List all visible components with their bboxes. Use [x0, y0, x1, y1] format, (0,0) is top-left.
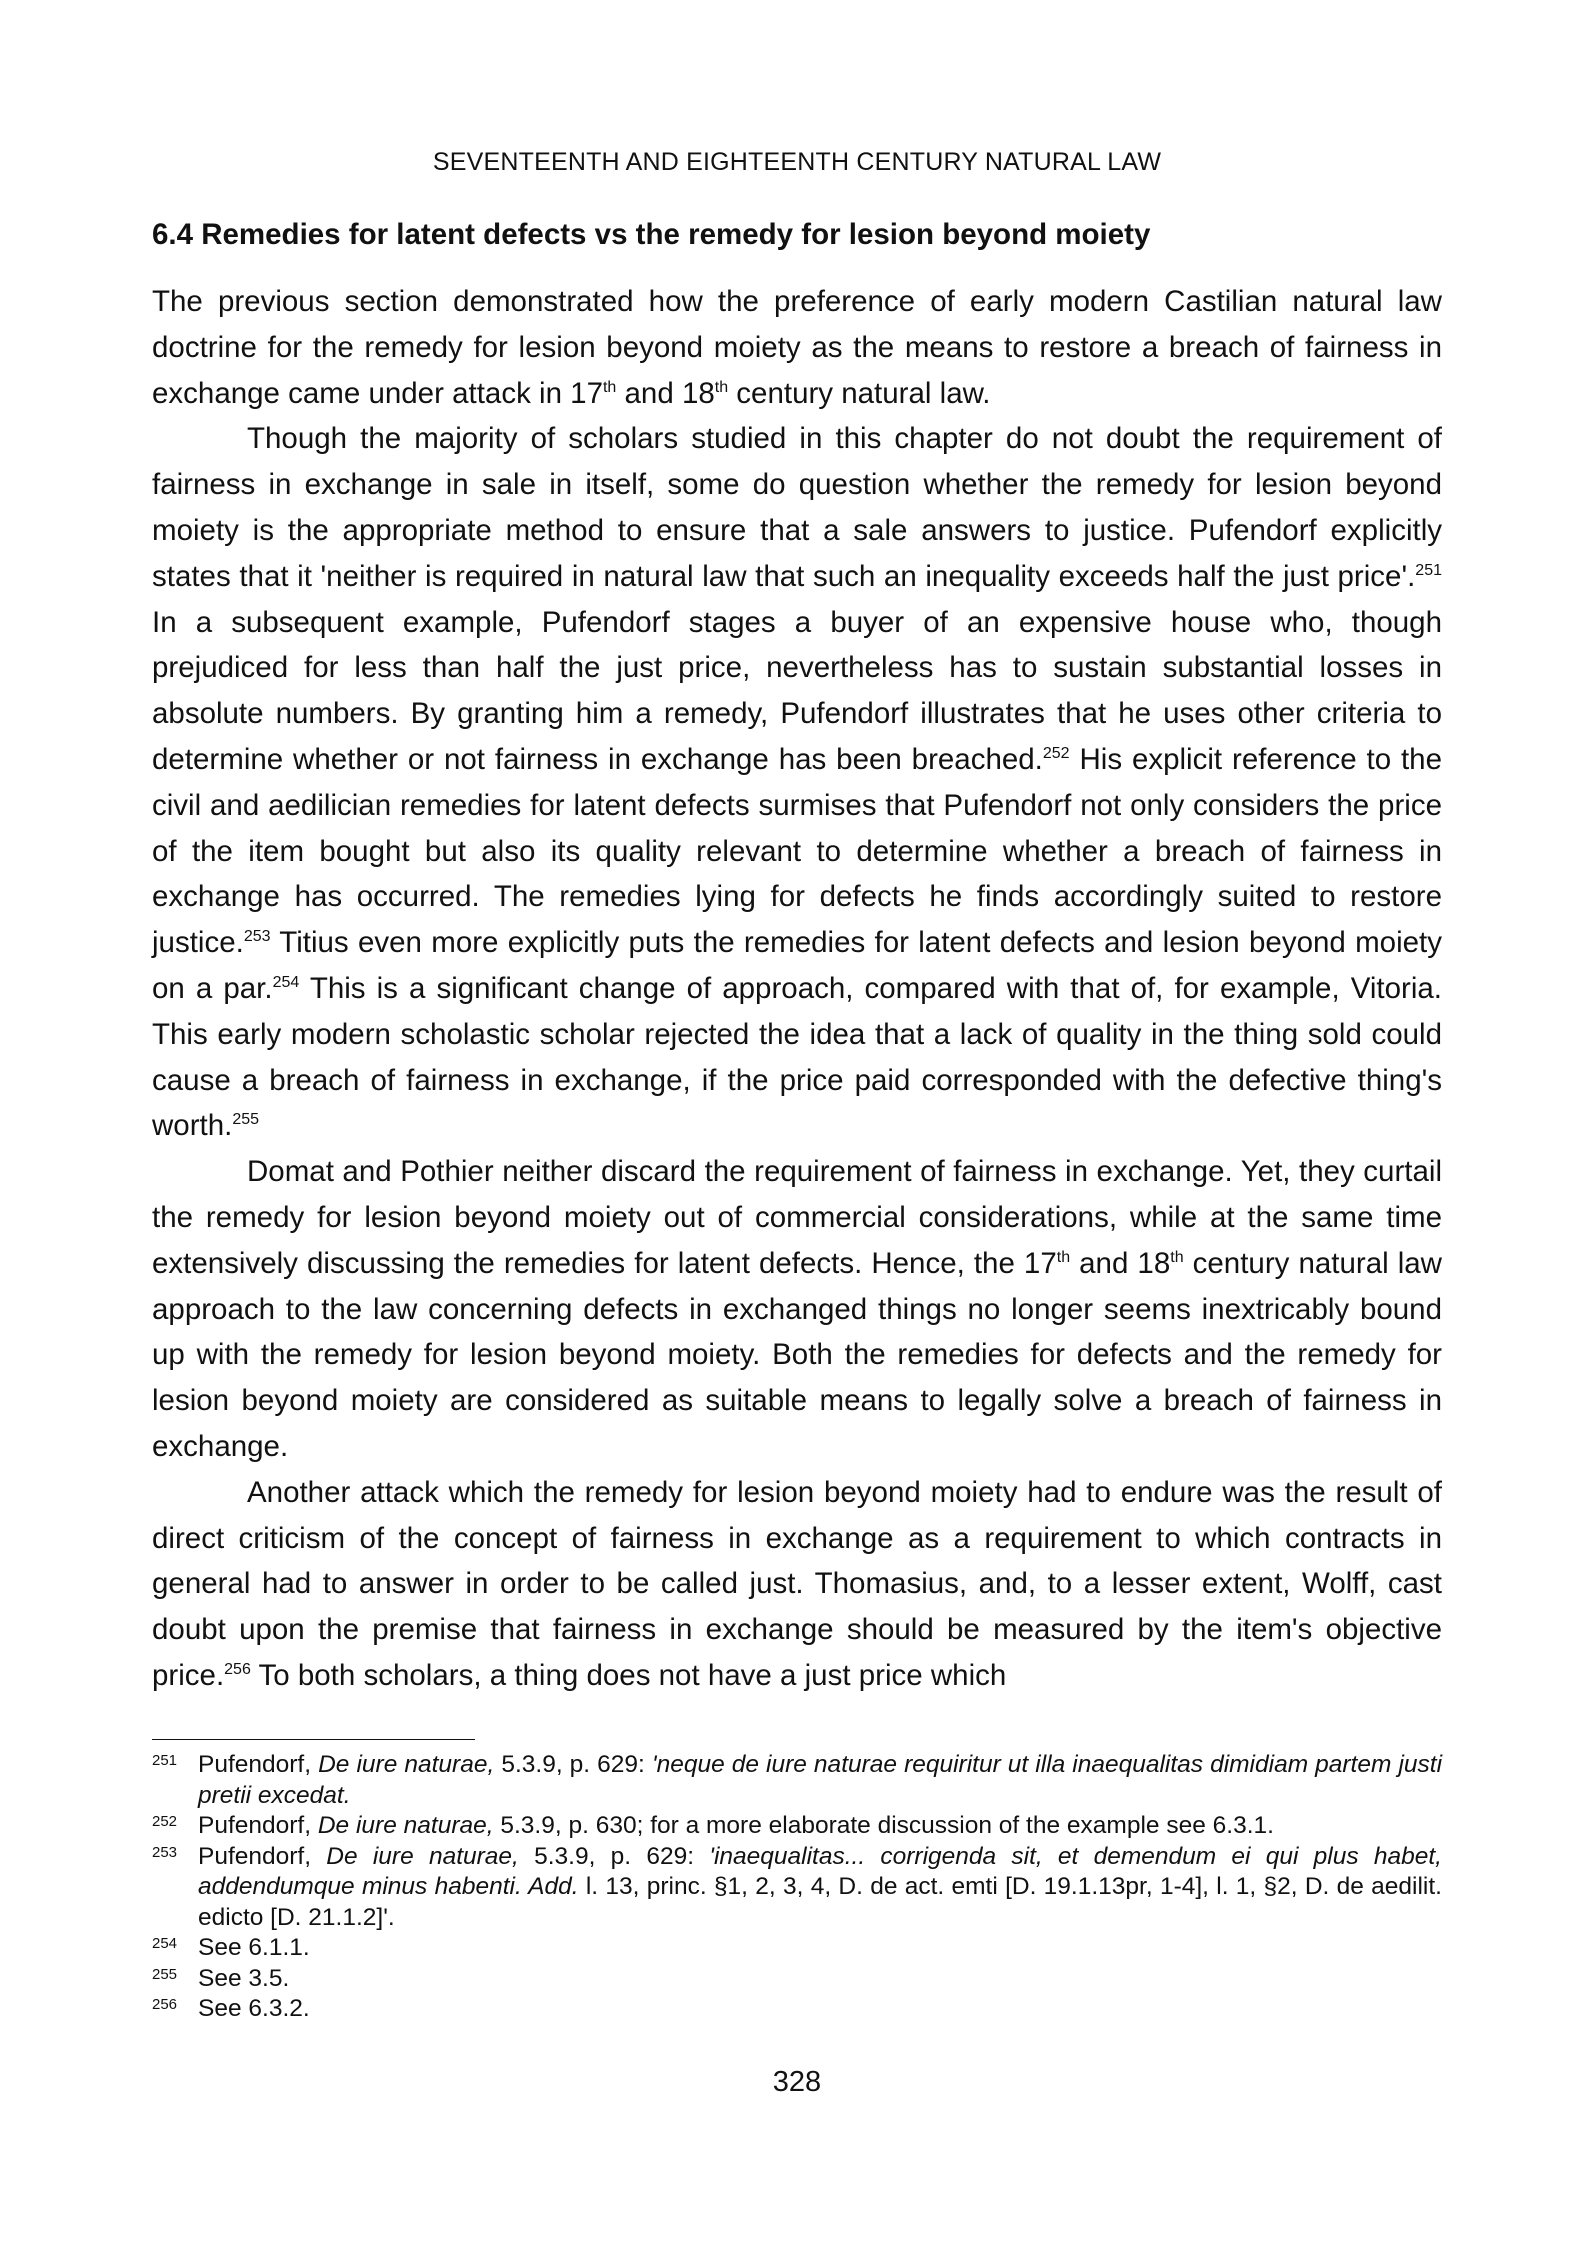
text-run: Though the majority of scholars studied in this chapter do not doubt the requirement of fairness in exchange in sale in itself, some do question whether the remedy for lesion beyond moiety is the appropriate method to ensure that a sale answers to justice. Pufendorf explicitly states that it 'neither is required in natural law that such an inequality exceeds half the just price'. [152, 422, 1442, 593]
footnote-number: 251 [152, 1752, 178, 1769]
footnote-reference: 256 [224, 1660, 251, 1678]
text-run: l. 13, princ. §1, 2, 3, 4, D. de act. emti [D. 19.1.13pr, 1-4], l. 1, §2, D. de aedilit. edicto [D. 21.1.2]'. [198, 1873, 1442, 1931]
italic-text: De iure naturae, [326, 1842, 519, 1870]
italic-text: De iure naturae, [318, 1751, 495, 1778]
italic-text: 'neque de iure naturae requiritur ut illa inaequalitas dimidiam partem justi pretii excedat. [198, 1751, 1443, 1809]
text-run: 5.3.9, p. 630; for a more elaborate discussion of the example see 6.3.1. [493, 1812, 1274, 1839]
text-run: century natural law approach to the law concerning defects in exchanged things no longer seems inextricably bound up with the remedy for lesion beyond moiety. Both the remedies for defects and the remedy for lesion beyond moiety are considered as suitable means to legally solve a breach of fairness in exchange. [152, 1246, 1442, 1463]
footnote-reference: th [1170, 1248, 1184, 1266]
footnote [152, 1811, 1442, 1842]
text-run: Another attack which the remedy for lesion beyond moiety had to endure was the result of direct criticism of the concept of fairness in exchange as a requirement to which contracts in general had to answer in order to be called just. Thomasius, and, to a lesser extent, Wolff, cast doubt upon the premise that fairness in exchange should be measured by the item's objective price. [152, 1475, 1442, 1692]
footnote [152, 1994, 1442, 2025]
paragraph [152, 1470, 1442, 1699]
footnote-reference: 252 [1042, 744, 1070, 762]
footnote-number: 253 [152, 1843, 178, 1861]
text-run: His explicit reference to the civil and aedilician remedies for latent defects surmises that Pufendorf not only considers the price of the item bought but also its quality relevant to determine whether a breach of fairness in exchange has occurred. The remedies lying for defects he finds accordingly suited to restore justice. [152, 742, 1442, 960]
text-run: This is a significant change of approach, compared with that of, for example, Vitoria. This early modern scholastic scholar rejected the idea that a lack of quality in the thing sold could cause a breach of fairness in exchange, if the price paid corresponded with the defective thing's worth. [152, 971, 1442, 1143]
footnote-divider [152, 1739, 475, 1740]
text-run: See 3.5. [198, 1964, 290, 1992]
text-run: 5.3.9, p. 629: [494, 1751, 652, 1778]
footnote-reference: 253 [243, 928, 271, 946]
footnote [152, 1842, 1442, 1934]
footnote-reference: th [714, 378, 729, 396]
page-number: 328 [772, 2066, 822, 2098]
footnote-number: 255 [152, 1965, 178, 1983]
text-run: century natural law. [728, 376, 991, 410]
footnote-reference: 254 [272, 973, 300, 991]
text-run: The previous section demonstrated how the preference of early modern Castilian natural law doctrine for the remedy for lesion beyond moiety as the means to restore a breach of fairness in exchange came under attack in 17 [152, 285, 1442, 410]
text-run: In a subsequent example, Pufendorf stages a buyer of an expensive house who, though prejudiced for less than half the just price, nevertheless has to sustain substantial losses in absolute numbers. By granting him a remedy, Pufendorf illustrates that he uses other criteria to determine whether or not fairness in exchange has been breached. [152, 605, 1442, 776]
paragraph [152, 1149, 1442, 1470]
running-head: SEVENTEENTH AND EIGHTEENTH CENTURY NATURAL LAW [432, 148, 1162, 176]
body-text [152, 279, 1442, 1699]
footnotes [152, 1750, 1442, 2025]
italic-text: 'inaequalitas... corrigenda sit, et demendum ei qui plus habet, addendumque minus habenti. Add. [198, 1842, 1442, 1900]
italic-text: De iure naturae, [317, 1812, 494, 1839]
text-run: Pufendorf, [198, 1842, 327, 1870]
section-heading: 6.4 Remedies for latent defects vs the remedy for lesion beyond moiety [152, 218, 1151, 251]
footnote-reference: 251 [1415, 561, 1442, 579]
text-run: See 6.1.1. [198, 1934, 310, 1961]
text-run: Domat and Pothier neither discard the requirement of fairness in exchange. Yet, they curtail the remedy for lesion beyond moiety out of commercial considerations, while at the same time extensively discussing the remedies for latent defects. Hence, the 17 [152, 1155, 1442, 1280]
text-run: and 18 [616, 376, 715, 410]
text-run: Pufendorf, [198, 1751, 319, 1778]
footnote-number: 254 [152, 1935, 178, 1952]
footnote [152, 1933, 1442, 1964]
text-run: Titius even more explicitly puts the remedies for latent defects and lesion beyond moiety on a par. [152, 926, 1442, 1005]
footnote-reference: th [602, 378, 617, 396]
footnote-number: 252 [152, 1813, 178, 1830]
footnote [152, 1964, 1442, 1995]
paragraph [152, 416, 1442, 1149]
paragraph [152, 279, 1442, 416]
footnote-reference: th [1056, 1248, 1071, 1266]
text-run: and 18 [1070, 1246, 1171, 1280]
text-run: To both scholars, a thing does not have a just price which [250, 1658, 1007, 1692]
footnote-reference: 255 [232, 1111, 260, 1129]
footnote-number: 256 [152, 1996, 178, 2013]
text-run: Pufendorf, [198, 1812, 318, 1839]
footnote [152, 1750, 1442, 1811]
text-run: See 6.3.2. [198, 1995, 310, 2022]
text-run: 5.3.9, p. 629: [518, 1842, 710, 1870]
